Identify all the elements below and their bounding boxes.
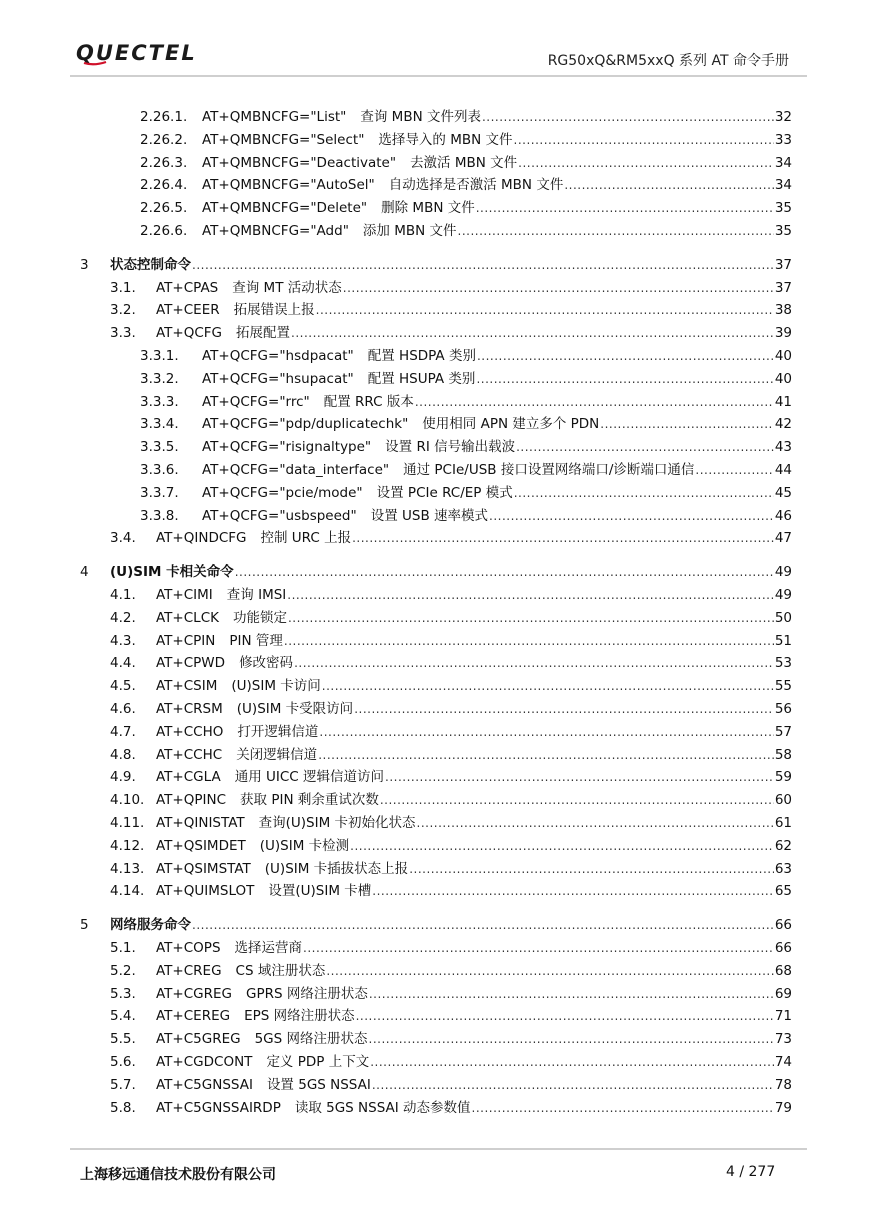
toc-entry-command: AT+QMBNCFG="Select" — [202, 131, 365, 148]
toc-entry[interactable] — [140, 221, 792, 241]
toc-entry-command: AT+CCHC — [156, 746, 223, 763]
toc-entry-command: AT+CGDCONT — [156, 1054, 253, 1070]
toc-entry-page: 78 — [774, 1076, 792, 1093]
toc-entry-title: 选择运营商 — [234, 940, 303, 956]
toc-entry-page: 51 — [774, 632, 792, 649]
toc-entry[interactable] — [140, 153, 792, 173]
toc-entry-page: 74 — [774, 1054, 792, 1070]
toc-entry-command: AT+QSIMSTAT — [156, 860, 251, 877]
toc-entry-page: 71 — [774, 1008, 792, 1025]
toc-entry-command: AT+CGREG — [156, 985, 233, 1002]
toc-entry[interactable] — [80, 255, 792, 275]
toc-dot-leader — [354, 699, 774, 719]
toc-entry-number: 3.4. — [110, 530, 136, 547]
toc-entry-number: 5.3. — [110, 985, 136, 1002]
toc-entry-title: 查询 IMSI — [226, 587, 287, 603]
toc-entry-title: 配置 HSDPA 类别 — [367, 348, 476, 364]
toc-entry-page: 34 — [774, 177, 792, 194]
toc-dot-leader — [564, 175, 773, 195]
toc-entry-title: 自动选择是否激活 MBN 文件 — [388, 177, 564, 194]
company-name: 上海移远通信技术股份有限公司 — [80, 1167, 276, 1183]
toc-entry-number: 4.1. — [110, 587, 136, 603]
toc-entry-command: AT+QCFG="usbspeed" — [202, 507, 357, 524]
toc-entry-number: 3.3.4. — [140, 416, 179, 433]
toc-entry-page: 73 — [774, 1031, 792, 1048]
toc-dot-leader — [322, 676, 774, 696]
toc-entry[interactable] — [140, 107, 792, 127]
toc-entry[interactable] — [110, 585, 792, 605]
toc-entry-title: CS 域注册状态 — [235, 962, 326, 979]
toc-entry-command: AT+QPINC — [156, 792, 227, 809]
toc-dot-leader — [372, 1075, 774, 1095]
toc-entry-number: 3.3.8. — [140, 507, 179, 524]
toc-dot-leader — [514, 483, 774, 503]
toc-entry-command: AT+QCFG="pcie/mode" — [202, 484, 363, 501]
toc-entry-page: 61 — [774, 815, 792, 831]
toc-entry-title: 设置 USB 速率模式 — [370, 507, 488, 524]
toc-entry-page: 40 — [774, 348, 792, 364]
toc-entry-page: 59 — [774, 769, 792, 786]
toc-entry-command: AT+C5GNSSAIRDP — [156, 1099, 281, 1116]
toc-entry-title: 获取 PIN 剩余重试次数 — [240, 792, 379, 809]
toc-entry-number: 4.8. — [110, 746, 136, 763]
toc-entry-page: 66 — [774, 917, 792, 934]
toc-entry-page: 60 — [774, 792, 792, 809]
quectel-logo-text: QUECTEL — [76, 42, 197, 65]
toc-entry[interactable] — [110, 300, 792, 320]
document-title: RG50xQ&RM5xxQ 系列 AT 命令手册 — [547, 53, 789, 69]
toc-entry-title: 拓展配置 — [236, 325, 291, 342]
toc-entry-number: 5.6. — [110, 1054, 136, 1070]
toc-dot-leader — [369, 1029, 774, 1049]
toc-dot-leader — [516, 437, 774, 457]
toc-entry-page: 55 — [774, 678, 792, 695]
toc-entry-title: 通用 UICC 逻辑信道访问 — [234, 769, 385, 786]
toc-entry-command: AT+CEER — [156, 302, 220, 319]
toc-entry[interactable] — [140, 198, 792, 218]
toc-dot-leader — [288, 608, 774, 628]
toc-entry[interactable] — [140, 414, 792, 434]
toc-entry[interactable] — [140, 483, 792, 503]
toc-dot-leader — [284, 631, 774, 651]
toc-entry-title: (U)SIM 卡相关命令 — [110, 564, 234, 581]
toc-entry-title: 打开逻辑信道 — [237, 723, 319, 740]
toc-entry-number: 5.5. — [110, 1031, 136, 1048]
toc-dot-leader — [695, 460, 773, 480]
toc-entry-command: AT+CPIN — [156, 632, 216, 649]
toc-entry-command: AT+QSIMDET — [156, 837, 246, 854]
toc-entry[interactable] — [80, 915, 792, 935]
toc-entry[interactable] — [110, 1052, 792, 1072]
toc-entry[interactable] — [110, 608, 792, 628]
toc-entry-number: 3.3.7. — [140, 484, 179, 501]
toc-entry-command: AT+C5GREG — [156, 1031, 241, 1048]
quectel-logo — [76, 42, 242, 70]
toc-entry-title: 删除 MBN 文件 — [381, 200, 475, 217]
toc-entry-command: AT+QMBNCFG="Add" — [202, 223, 349, 239]
toc-dot-leader — [385, 767, 774, 787]
toc-entry-command: AT+QCFG="risignaltype" — [202, 439, 372, 456]
toc-dot-leader — [356, 1006, 774, 1026]
toc-entry-number: 3.3.3. — [140, 393, 179, 410]
toc-entry-title: PIN 管理 — [229, 632, 283, 649]
toc-dot-leader — [369, 984, 774, 1004]
toc-entry[interactable] — [110, 1075, 792, 1095]
toc-entry-command: AT+QMBNCFG="Delete" — [202, 200, 368, 217]
toc-entry-number: 5 — [80, 917, 89, 934]
toc-entry-command: AT+QUIMSLOT — [156, 883, 255, 900]
toc-entry-title: 添加 MBN 文件 — [362, 223, 457, 239]
toc-entry[interactable] — [140, 506, 792, 526]
toc-entry-title: (U)SIM 卡受限访问 — [236, 701, 354, 717]
toc-entry-page: 58 — [774, 746, 792, 763]
toc-entry-number: 4.11. — [110, 815, 145, 831]
toc-dot-leader — [477, 346, 774, 366]
toc-dot-leader — [380, 790, 774, 810]
toc-entry-number: 5.4. — [110, 1008, 136, 1025]
toc-entry-number: 4.6. — [110, 701, 136, 717]
toc-entry[interactable] — [140, 175, 792, 195]
toc-entry-command: AT+QCFG="hsdpacat" — [202, 348, 354, 364]
toc-entry-number: 4.13. — [110, 860, 145, 877]
toc-entry-number: 3.3.2. — [140, 370, 179, 387]
toc-entry-title: 设置 RI 信号输出载波 — [385, 439, 516, 456]
toc-entry-command: AT+CPWD — [156, 655, 226, 672]
toc-entry[interactable] — [110, 790, 792, 810]
toc-entry-page: 32 — [774, 109, 792, 125]
toc-entry-page: 63 — [774, 860, 792, 877]
toc-entry-number: 2.26.4. — [140, 177, 188, 194]
toc-entry[interactable] — [110, 881, 792, 901]
toc-entry[interactable] — [110, 859, 792, 879]
toc-entry[interactable] — [110, 528, 792, 548]
toc-dot-leader — [489, 506, 774, 526]
toc-entry-command: AT+CCHO — [156, 723, 224, 740]
toc-dot-leader — [476, 369, 773, 389]
toc-dot-leader — [291, 323, 774, 343]
toc-entry-number: 3.3.6. — [140, 462, 179, 478]
toc-dot-leader — [482, 107, 774, 127]
toc-entry-command: AT+QCFG="rrc" — [202, 393, 310, 410]
toc-dot-leader — [235, 562, 774, 582]
toc-entry-title: 功能锁定 — [232, 609, 287, 626]
toc-entry-title: 读取 5GS NSSAI 动态参数值 — [294, 1099, 471, 1116]
toc-entry-command: AT+QCFG="hsupacat" — [202, 370, 354, 387]
toc-entry-page: 43 — [774, 439, 792, 456]
toc-dot-leader — [303, 938, 774, 958]
toc-entry-command: AT+QCFG — [156, 325, 223, 342]
toc-entry-title: 控制 URC 上报 — [260, 530, 352, 547]
toc-entry-title: 选择导入的 MBN 文件 — [378, 131, 513, 148]
toc-entry-page: 68 — [774, 962, 792, 979]
toc-entry[interactable] — [110, 938, 792, 958]
toc-entry-title: GPRS 网络注册状态 — [246, 985, 368, 1002]
toc-entry-page: 41 — [774, 393, 792, 410]
toc-entry-page: 45 — [774, 484, 792, 501]
toc-dot-leader — [350, 836, 774, 856]
toc-entry-title: 去激活 MBN 文件 — [410, 154, 518, 171]
toc-entry[interactable] — [140, 130, 792, 150]
toc-entry-number: 3.3. — [110, 325, 136, 342]
toc-entry[interactable] — [110, 961, 792, 981]
toc-entry-command: AT+QMBNCFG="Deactivate" — [202, 154, 397, 171]
toc-entry-command: AT+CPAS — [156, 279, 219, 296]
toc-entry-page: 37 — [774, 279, 792, 296]
footer-divider — [70, 1148, 807, 1150]
toc-entry-number: 2.26.6. — [140, 223, 188, 239]
toc-entry-page: 40 — [774, 370, 792, 387]
toc-entry-command: AT+CEREG — [156, 1008, 231, 1025]
toc-dot-leader — [472, 1098, 774, 1118]
toc-dot-leader — [192, 915, 774, 935]
toc-entry[interactable] — [140, 460, 792, 480]
toc-entry-page: 44 — [774, 462, 792, 478]
toc-entry-page: 35 — [774, 200, 792, 217]
toc-entry-command: AT+QMBNCFG="AutoSel" — [202, 177, 375, 194]
toc-entry-title: 定义 PDP 上下文 — [266, 1054, 370, 1070]
toc-entry-page: 57 — [774, 723, 792, 740]
toc-entry-number: 5.1. — [110, 940, 136, 956]
toc-entry-command: AT+QCFG="data_interface" — [202, 462, 390, 478]
toc-entry-page: 38 — [774, 302, 792, 319]
toc-entry[interactable] — [110, 767, 792, 787]
toc-entry[interactable] — [110, 676, 792, 696]
toc-entry-title: 状态控制命令 — [110, 256, 191, 273]
toc-entry-title: 网络服务命令 — [110, 917, 191, 934]
toc-dot-leader — [287, 585, 774, 605]
toc-entry-command: AT+QCFG="pdp/duplicatechk" — [202, 416, 409, 433]
toc-entry-page: 62 — [774, 837, 792, 854]
toc-entry-page: 47 — [774, 530, 792, 547]
toc-dot-leader — [370, 1052, 774, 1072]
toc-entry-number: 4.4. — [110, 655, 136, 672]
toc-entry-title: 查询(U)SIM 卡初始化状态 — [258, 815, 416, 831]
toc-dot-leader — [294, 653, 774, 673]
toc-dot-leader — [518, 153, 774, 173]
toc-entry-page: 39 — [774, 325, 792, 342]
toc-dot-leader — [326, 961, 773, 981]
toc-entry[interactable] — [80, 562, 792, 582]
toc-entry-page: 56 — [774, 701, 792, 717]
toc-entry-command: AT+CGLA — [156, 769, 221, 786]
toc-entry[interactable] — [110, 836, 792, 856]
toc-entry-title: 拓展错误上报 — [233, 302, 315, 319]
header-divider — [70, 75, 807, 77]
toc-entry[interactable] — [110, 631, 792, 651]
toc-entry-title: 配置 HSUPA 类别 — [367, 370, 476, 387]
toc-entry-command: AT+QMBNCFG="List" — [202, 109, 347, 125]
page-number: 4 / 277 — [726, 1164, 776, 1180]
toc-entry-page: 79 — [774, 1099, 792, 1116]
toc-entry[interactable] — [110, 813, 792, 833]
toc-entry-number: 5.7. — [110, 1076, 136, 1093]
toc-entry-page: 42 — [774, 416, 792, 433]
toc-entry-command: AT+QINDCFG — [156, 530, 247, 547]
toc-entry-number: 4.2. — [110, 609, 136, 626]
toc-entry[interactable] — [110, 1006, 792, 1026]
toc-entry-command: AT+CSIM — [156, 678, 218, 695]
toc-entry-page: 53 — [774, 655, 792, 672]
toc-entry-number: 2.26.2. — [140, 131, 188, 148]
toc-entry-title: 查询 MBN 文件列表 — [360, 109, 481, 125]
toc-entry[interactable] — [110, 278, 792, 298]
toc-entry[interactable] — [110, 653, 792, 673]
toc-entry[interactable] — [110, 1029, 792, 1049]
toc-entry[interactable] — [110, 722, 792, 742]
toc-entry[interactable] — [140, 346, 792, 366]
toc-entry-number: 4.7. — [110, 723, 136, 740]
toc-dot-leader — [514, 130, 774, 150]
toc-entry-title: 使用相同 APN 建立多个 PDN — [422, 416, 600, 433]
toc-entry-page: 34 — [774, 154, 792, 171]
toc-dot-leader — [318, 745, 774, 765]
toc-entry[interactable] — [140, 392, 792, 412]
toc-entry-title: (U)SIM 卡访问 — [231, 678, 321, 695]
toc-entry-title: 设置 5GS NSSAI — [266, 1076, 371, 1093]
toc-entry-title: (U)SIM 卡插拔状态上报 — [264, 860, 409, 877]
toc-entry-number: 3.3.1. — [140, 348, 179, 364]
toc-dot-leader — [372, 881, 774, 901]
toc-entry-page: 50 — [774, 609, 792, 626]
toc-entry-page: 33 — [774, 131, 792, 148]
toc-dot-leader — [458, 221, 774, 241]
toc-entry-command: AT+CRSM — [156, 701, 223, 717]
toc-entry-title: 修改密码 — [239, 655, 294, 672]
toc-entry[interactable] — [110, 984, 792, 1004]
toc-entry-number: 5.2. — [110, 962, 136, 979]
toc-entry[interactable] — [110, 699, 792, 719]
toc-entry-number: 4.14. — [110, 883, 145, 900]
toc-dot-leader — [192, 255, 774, 275]
toc-entry-number: 2.26.5. — [140, 200, 188, 217]
toc-entry-number: 4.5. — [110, 678, 136, 695]
toc-entry-page: 46 — [774, 507, 792, 524]
toc-dot-leader — [409, 859, 774, 879]
toc-entry-command: AT+CIMI — [156, 587, 213, 603]
toc-dot-leader — [316, 300, 774, 320]
toc-dot-leader — [415, 392, 774, 412]
toc-entry[interactable] — [110, 745, 792, 765]
toc-entry-page: 35 — [774, 223, 792, 239]
toc-dot-leader — [476, 198, 774, 218]
toc-entry-command: AT+QINISTAT — [156, 815, 245, 831]
toc-entry[interactable] — [110, 1098, 792, 1118]
toc-entry[interactable] — [140, 437, 792, 457]
toc-entry-number: 4.9. — [110, 769, 136, 786]
toc-entry-page: 37 — [774, 256, 792, 273]
toc-entry[interactable] — [110, 323, 792, 343]
toc-dot-leader — [343, 278, 774, 298]
toc-entry-number: 3 — [80, 256, 89, 273]
toc-entry-number: 4.12. — [110, 837, 145, 854]
toc-entry-page: 49 — [774, 587, 792, 603]
toc-entry-number: 2.26.3. — [140, 154, 188, 171]
toc-entry-title: 查询 MT 活动状态 — [232, 279, 342, 296]
toc-entry-title: (U)SIM 卡检测 — [259, 837, 350, 854]
toc-entry-number: 4.10. — [110, 792, 145, 809]
toc-entry-title: 设置(U)SIM 卡槽 — [268, 883, 372, 900]
toc-entry-command: AT+CLCK — [156, 609, 219, 626]
toc-entry-title: 通过 PCIe/USB 接口设置网络端口/诊断端口通信 — [403, 462, 695, 478]
toc-entry-title: EPS 网络注册状态 — [244, 1008, 355, 1025]
toc-entry-title: 5GS 网络注册状态 — [254, 1031, 368, 1048]
toc-dot-leader — [352, 528, 774, 548]
toc-entry-number: 5.8. — [110, 1099, 136, 1116]
toc-entry-title: 配置 RRC 版本 — [323, 393, 414, 410]
toc-dot-leader — [319, 722, 773, 742]
toc-entry-number: 4.3. — [110, 632, 136, 649]
toc-entry-page: 49 — [774, 564, 792, 581]
toc-entry-page: 66 — [774, 940, 792, 956]
toc-entry-page: 65 — [774, 883, 792, 900]
toc-entry-page: 69 — [774, 985, 792, 1002]
toc-dot-leader — [417, 813, 774, 833]
toc-entry-title: 关闭逻辑信道 — [236, 746, 318, 763]
toc-entry-command: AT+CREG — [156, 962, 222, 979]
toc-entry-number: 3.3.5. — [140, 439, 179, 456]
toc-entry-command: AT+C5GNSSAI — [156, 1076, 253, 1093]
toc-entry-number: 4 — [80, 564, 89, 581]
toc-entry-number: 2.26.1. — [140, 109, 188, 125]
toc-dot-leader — [600, 414, 774, 434]
toc-entry-title: 设置 PCIe RC/EP 模式 — [376, 484, 513, 501]
toc-entry[interactable] — [140, 369, 792, 389]
toc-entry-number: 3.2. — [110, 302, 136, 319]
toc-entry-command: AT+COPS — [156, 940, 221, 956]
toc-entry-number: 3.1. — [110, 279, 136, 296]
